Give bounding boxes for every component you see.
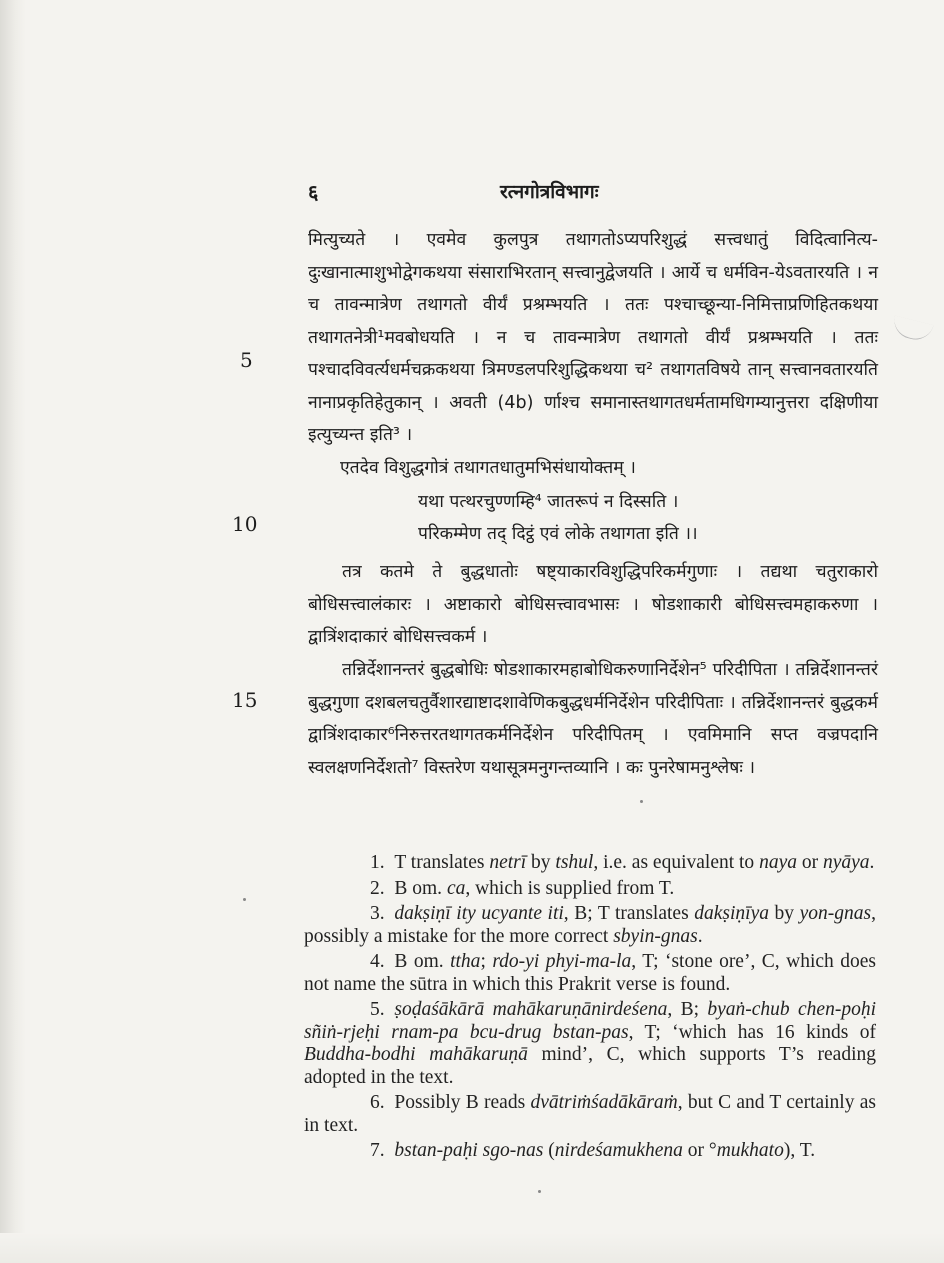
footnote-italic-text: tshul <box>555 852 594 873</box>
footnote-number: 7. <box>370 1140 395 1161</box>
footnote-7 <box>304 1140 876 1163</box>
binding-shadow <box>0 0 26 1263</box>
margin-pencil-mark <box>890 315 933 343</box>
footnote-italic-text: byaṅ-chub chen-poḥi sñiṅ-rjeḥi rnam-pa bcu-drug bstan-pas <box>304 999 876 1043</box>
footnote-text: , but C and T certainly as in text. <box>304 1092 876 1136</box>
footnote-number: 2. <box>370 877 395 899</box>
footnote-italic-text: Buddha-bodhi mahākaruṇā <box>304 1044 528 1065</box>
footnote-text: T translates <box>394 852 490 873</box>
footnote-italic-text: bstan-paḥi sgo-nas <box>394 1140 544 1161</box>
footnote-italic-text: mukhato <box>716 1140 784 1161</box>
footnote-text: B om. <box>394 877 447 899</box>
footnote-text: , B; <box>667 999 708 1020</box>
sanskrit-paragraph-3: तत्र कतमे ते बुद्धधातोः षष्ट्याकारविशुद्धिपरिकर्मगुणाः । तद्यथा चतुराकारो बोधिसत्त्वालंकारः । अष्टाकारो बोधिसत्त्वावभासः । षोडशाकारी बोधिसत्त्वमहाकरुणा । द्वात्रिंशदाकारं बोधिसत्त्वकर्म । <box>308 562 878 647</box>
footnotes <box>304 852 876 1166</box>
footnote-text: , B; T translates <box>563 903 695 924</box>
ink-speck <box>640 800 643 803</box>
footnote-italic-text: dakṣiṇī ity ucyante iti <box>394 903 564 924</box>
footnote-number: 1. <box>370 852 395 873</box>
page-bottom-shadow <box>0 1233 944 1263</box>
line-number-10: 10 <box>232 512 258 536</box>
footnote-italic-text: yon-gnas <box>799 903 872 924</box>
verse-line-2: परिकम्मेण तद् दिट्ठं एवं लोके तथागता इति ।। <box>418 524 698 544</box>
footnote-text: . <box>697 925 703 947</box>
footnote-italic-text: ttha <box>450 951 481 972</box>
page-number: ६ <box>308 180 319 204</box>
footnote-italic-text: ca <box>446 877 466 899</box>
line-number-5: 5 <box>240 348 253 372</box>
footnote-number: 3. <box>370 903 395 924</box>
footnote-text: ), T. <box>783 1140 816 1161</box>
footnote-italic-text: netrī <box>489 852 527 873</box>
footnote-text: or ° <box>682 1140 717 1161</box>
footnote-text: , T; ‘stone ore’, C, which does not name the sūtra in which this Prakrit verse is found. <box>304 951 876 995</box>
sanskrit-paragraph-4: तन्निर्देशानन्तरं बुद्धबोधिः षोडशाकारमहाबोधिकरुणानिर्देशेन⁵ परिदीपिता । तन्निर्देशानन्तरं बुद्धगुणा दशबलचतुर्वैशारद्याष्टादशावेणिकबुद्धधर्मनिर्देशेन परिदीपिताः । तन्निर्देशानन्तरं बुद्धकर्म द्वात्रिंशदाकार⁶निरुत्तरतथागतकर्मनिर्देशेन परिदीपितम् । एवमिमानि सप्त वज्रपदानि स्वलक्षणनिर्देशतो⁷ विस्तरेण यथासूत्रमनुगन्तव्यानि । कः पुनरेषामनुश्लेषः । <box>308 660 878 778</box>
footnote-italic-text: nirdeśamukhena <box>554 1140 683 1161</box>
line-number-15: 15 <box>232 688 258 712</box>
footnote-italic-text: nyāya <box>822 852 870 873</box>
sanskrit-paragraph-2: एतदेव विशुद्धगोत्रं तथागतधातुमभिसंधायोक्तम् । <box>340 458 636 478</box>
footnote-italic-text: naya <box>759 852 797 873</box>
footnote-6 <box>304 1092 876 1137</box>
footnote-italic-text: sbyin-gnas <box>613 925 698 947</box>
footnote-2 <box>304 878 876 901</box>
ink-speck <box>538 1190 541 1193</box>
footnote-italic-text: rdo-yi phyi-ma-la <box>492 951 632 972</box>
footnote-text: mind’, C, which supports T’s reading adopted in the text. <box>304 1044 876 1088</box>
footnote-italic-text: dvātriṁśadākāraṁ <box>530 1092 678 1113</box>
footnote-text: . <box>869 852 875 873</box>
footnote-4 <box>304 951 876 996</box>
footnote-number: 6. <box>370 1092 395 1113</box>
footnote-1 <box>304 852 876 875</box>
footnote-text: , possibly a mistake for the more correct <box>304 903 876 947</box>
footnote-text: , i.e. as equivalent to <box>593 852 760 873</box>
sanskrit-paragraph-1: मित्युच्यते । एवमेव कुलपुत्र तथागतोऽप्यपरिशुद्धं सत्त्वधातुं विदित्वानित्य-दुःखानात्माशुभोद्वेगकथया संसाराभिरतान् सत्त्वानुद्वेजयति । आर्ये च धर्मविन-येऽवतारयति । न च तावन्मात्रेण तथागतो वीर्यं प्रश्रम्भयति । ततः पश्चाच्छून्या-निमित्ताप्रणिहितकथया तथागतनेत्री¹मवबोधयति । न च तावन्मात्रेण तथागतो वीर्यं प्रश्रम्भयति । ततः पश्चादविवर्त्यधर्मचक्रकथया त्रिमण्डलपरिशुद्धिकथया च² तथागतविषये तान् सत्त्वानवतारयति नानाप्रकृतिहेतुकान् । अवती (4b) र्णाश्च समानास्तथागतधर्मतामधिगम्यानुत्तरा दक्षिणीया इत्युच्यन्त इति³ । <box>308 230 878 445</box>
footnote-text: , T; ‘which has 16 kinds of <box>628 1021 876 1043</box>
footnote-text: Possibly B reads <box>394 1092 531 1113</box>
footnote-text: by <box>526 852 556 873</box>
footnote-text: or <box>796 852 823 873</box>
footnote-text: ( <box>543 1140 555 1161</box>
footnote-text: ; <box>480 951 493 972</box>
running-title: रत्नगोत्रविभागः <box>500 181 599 203</box>
footnote-text: , which is supplied from T. <box>465 877 675 899</box>
footnote-number: 5. <box>370 999 395 1020</box>
footnote-3 <box>304 903 876 948</box>
footnote-5 <box>304 999 876 1089</box>
footnote-text: by <box>768 903 800 924</box>
footnote-text: B om. <box>394 951 451 972</box>
footnote-italic-text: ṣoḍaśākārā mahākaruṇānirdeśena <box>394 999 668 1020</box>
footnote-number: 4. <box>370 951 395 972</box>
footnote-italic-text: dakṣiṇīya <box>694 903 769 924</box>
ink-speck <box>243 898 246 901</box>
verse-line-1: यथा पत्थरचुण्णम्हि⁴ जातरूपं न दिस्सति । <box>418 492 679 512</box>
